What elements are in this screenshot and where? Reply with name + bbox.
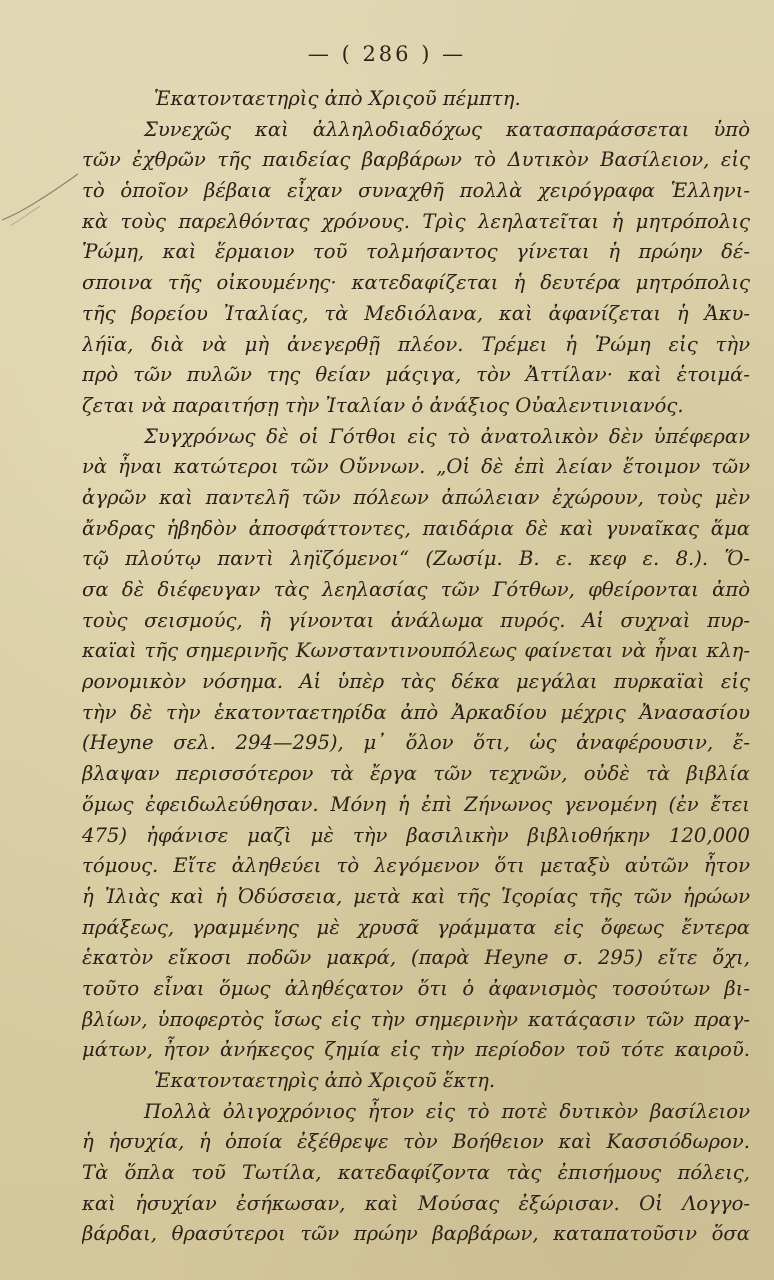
text-line: τοῦτο εἶναι ὅμως ἀληθέςατον ὅτι ὁ ἀφανισμὸς τοσούτων βι- bbox=[82, 976, 750, 1000]
text-line: τόμους. Εἴτε ἀληθεύει τὸ λεγόμενον ὅτι μεταξὺ αὐτῶν ἦτον bbox=[82, 854, 750, 878]
text-line: σα δὲ διέφευγαν τὰς λεηλασίας τῶν Γότθων, φθείρονται ἀπὸ bbox=[82, 578, 750, 601]
text-line: πρὸ τῶν πυλῶν της θείαν μάςιγα, τὸν Ἀττίλαν· καὶ ἑτοιμά- bbox=[82, 363, 750, 387]
text-line: Πολλὰ ὀλιγοχρόνιος ἦτον εἰς τὸ ποτὲ δυτικὸν βασίλειον bbox=[144, 1099, 750, 1123]
text-line: λήϊα, διὰ νὰ μὴ ἀνεγερθῇ πλέον. Τρέμει ἡ Ῥώμη εἰς τὴν bbox=[82, 332, 750, 356]
text-line: κὰ τοὺς παρελθόντας χρόνους. Τρὶς λεηλατεῖται ἡ μητρόπολις bbox=[82, 209, 750, 233]
text-line: ἡ Ἰλιὰς καὶ ἡ Ὀδύσσεια, μετὰ καὶ τῆς Ἱςορίας τῆς τῶν ἡρώων bbox=[82, 884, 750, 908]
text-line: σποινα τῆς οἰκουμένης· κατεδαφίζεται ἡ δευτέρα μητρόπολις bbox=[82, 271, 750, 295]
text-line: ἡ ἡσυχία, ἡ ὁποία ἐξέθρεψε τὸν Βοήθειον καὶ Κασσιόδωρον. bbox=[82, 1130, 750, 1154]
body-text bbox=[82, 84, 750, 1250]
text-line: νὰ ἦναι κατώτεροι τῶν Οὔννων. „Οἱ δὲ ἐπὶ λείαν ἕτοιμον τῶν bbox=[82, 455, 750, 479]
text-line: ζεται νὰ παραιτήσῃ τὴν Ἰταλίαν ὁ ἀνάξιος Οὐαλεντινιανός. bbox=[82, 393, 684, 417]
text-line: ἑκατὸν εἴκοσι ποδῶν μακρά, (παρὰ Heyne σ. 295) εἴτε ὄχι, bbox=[82, 946, 750, 970]
text-line: βάρδαι, θρασύτεροι τῶν πρώην βαρβάρων, καταπατοῦσιν ὅσα bbox=[82, 1222, 750, 1246]
text-line: βλαψαν περισσότερον τὰ ἔργα τῶν τεχνῶν, οὐδὲ τὰ βιβλία bbox=[82, 762, 750, 786]
section-heading-sixth-century: Ἑκατονταετηρὶς ἀπὸ Χριςοῦ ἕκτη. bbox=[154, 1069, 496, 1092]
text-line: τῶν ἐχθρῶν τῆς παιδείας βαρβάρων τὸ Δυτικὸν Βασίλειον, εἰς bbox=[82, 148, 750, 172]
text-line: τῷ πλούτῳ παντὶ ληϊζόμενοι“ (Ζωσίμ. Β. ε. κεφ ε. 8.). Ὅ- bbox=[82, 547, 750, 571]
text-line: καϊαὶ τῆς σημερινῆς Κωνσταντινουπόλεως φαίνεται νὰ ἦναι κλη- bbox=[82, 639, 750, 663]
text-line: (Heyne σελ. 294—295), μ᾽ ὅλον ὅτι, ὡς ἀναφέρουσιν, ἔ- bbox=[82, 731, 750, 755]
text-line: τοὺς σεισμούς, ἢ γίνονται ἀνάλωμα πυρός. Αἱ συχναὶ πυρ- bbox=[82, 608, 750, 632]
text-line: μάτων, ἦτον ἀνήκεςος ζημία εἰς τὴν περίοδον τοῦ τότε καιροῦ. bbox=[82, 1038, 750, 1062]
text-line: Ῥώμη, καὶ ἕρμαιον τοῦ τολμήσαντος γίνεται ἡ πρώην δέ- bbox=[82, 240, 750, 264]
text-line: ὅμως ἐφειδωλεύθησαν. Μόνη ἡ ἐπὶ Ζήνωνος γενομένη (ἐν ἔτει bbox=[82, 792, 750, 816]
text-line: Συνεχῶς καὶ ἀλληλοδιαδόχως κατασπαράσσεται ὑπὸ bbox=[144, 117, 750, 141]
text-line: τὸ ὁποῖον βέβαια εἶχαν συναχθῆ πολλὰ χειρόγραφα Ἑλληνι- bbox=[82, 179, 750, 203]
text-line: ἀγρῶν καὶ παντελῆ τῶν πόλεων ἀπώλειαν ἐχώρουν, τοὺς μὲν bbox=[82, 485, 750, 509]
text-line: ρονομικὸν νόσημα. Αἱ ὑπὲρ τὰς δέκα μεγάλαι πυρκαϊαὶ εἰς bbox=[82, 670, 750, 694]
text-line: τὴν δὲ τὴν ἑκατονταετηρίδα ἀπὸ Ἀρκαδίου μέχρις Ἀνασασίου bbox=[82, 700, 750, 724]
section-heading-fifth-century: Ἑκατονταετηρὶς ἀπὸ Χριςοῦ πέμπτη. bbox=[154, 87, 521, 110]
margin-pen-stroke bbox=[0, 168, 92, 228]
page-number: — ( 286 ) — bbox=[307, 42, 467, 66]
text-line: τῆς βορείου Ἰταλίας, τὰ Μεδιόλανα, καὶ ἀφανίζεται ἡ Ἀκυ- bbox=[82, 301, 750, 325]
text-line: ἄνδρας ἡβηδὸν ἀποσφάττοντες, παιδάρια δὲ καὶ γυναῖκας ἅμα bbox=[82, 516, 750, 540]
text-line: Τὰ ὅπλα τοῦ Τωτίλα, κατεδαφίζοντα τὰς ἐπισήμους πόλεις, bbox=[82, 1161, 750, 1185]
text-line: πράξεως, γραμμένης μὲ χρυσᾶ γράμματα εἰς ὄφεως ἔντερα bbox=[82, 915, 750, 939]
text-line: καὶ ἡσυχίαν ἐσήκωσαν, καὶ Μούσας ἐξώρισαν. Οἱ Λογγο- bbox=[82, 1191, 750, 1215]
text-line: βλίων, ὑποφερτὸς ἴσως εἰς τὴν σημερινὴν κατάςασιν τῶν πραγ- bbox=[82, 1007, 750, 1031]
text-line: 475) ἠφάνισε μαζὶ μὲ τὴν βασιλικὴν βιβλιοθήκην 120,000 bbox=[82, 823, 750, 847]
text-line: Συγχρόνως δὲ οἱ Γότθοι εἰς τὸ ἀνατολικὸν δὲν ὑπέφεραν bbox=[144, 424, 750, 448]
